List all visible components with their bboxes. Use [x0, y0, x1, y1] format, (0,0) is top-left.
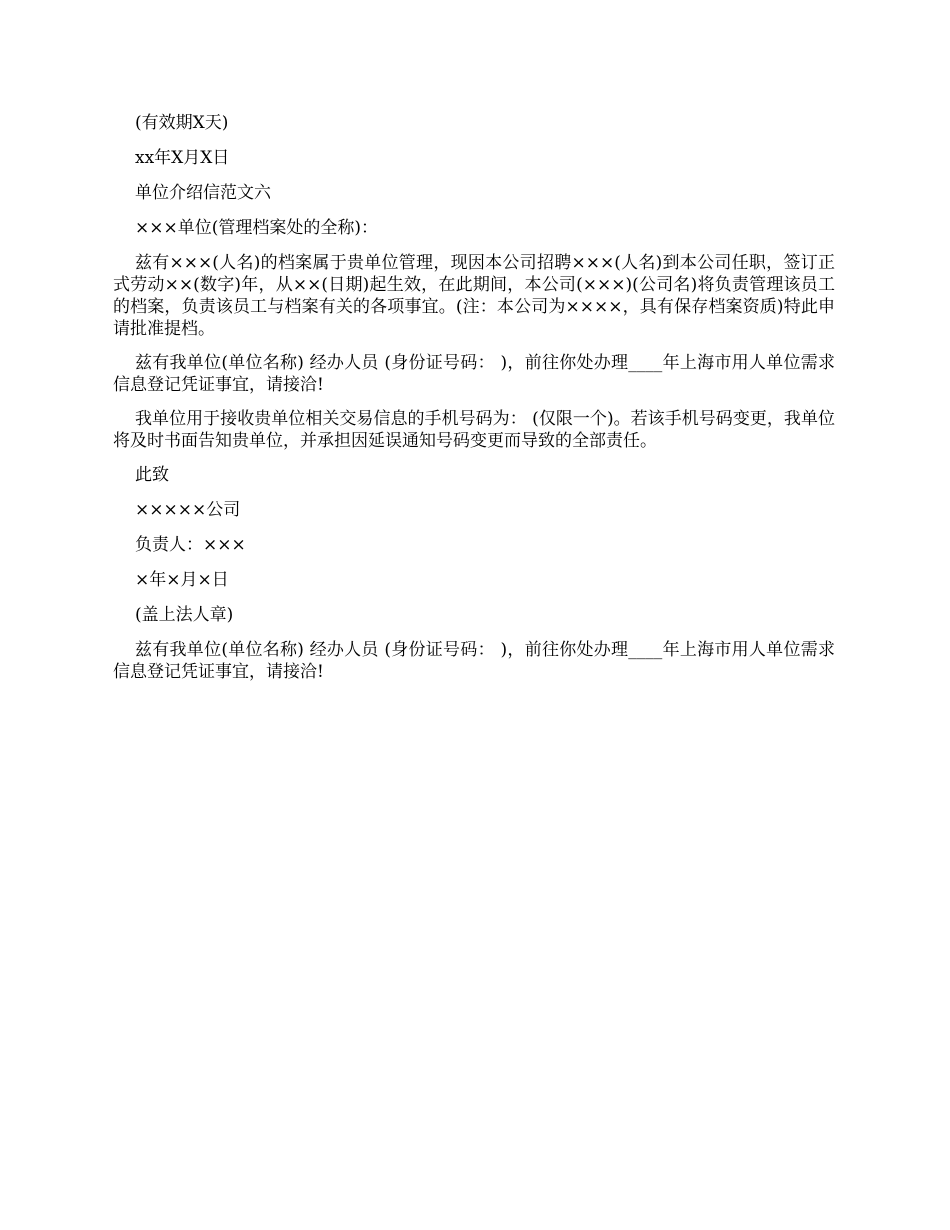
validity-note: (有效期X天)	[135, 113, 229, 133]
section-title: 单位介绍信范文六	[135, 183, 271, 203]
body-paragraph-phone: 我单位用于接收贵单位相关交易信息的手机号码为： (仅限一个)。若该手机号码变更，我单位将及时书面告知贵单位，并承担因延误通知号码变更而导致的全部责任。	[113, 409, 835, 451]
body-paragraph-registration: 兹有我单位(单位名称) 经办人员 (身份证号码： )，前往你处办理____年上海市用人单位需求信息登记凭证事宜，请接洽!	[113, 353, 835, 395]
responsible-person: 负责人：×××	[135, 535, 246, 555]
document-body	[113, 112, 835, 695]
body-paragraph-registration-repeat: 兹有我单位(单位名称) 经办人员 (身份证号码： )，前往你处办理____年上海市用人单位需求信息登记凭证事宜，请接洽!	[113, 640, 835, 682]
signature-date: ×年×月×日	[135, 570, 229, 590]
date-line: xx年X月X日	[135, 148, 230, 168]
closing-phrase: 此致	[135, 465, 169, 485]
seal-note: (盖上法人章)	[135, 605, 234, 625]
salutation: ×××单位(管理档案处的全称)：	[135, 218, 378, 238]
body-paragraph-archive: 兹有×××(人名)的档案属于贵单位管理，现因本公司招聘×××(人名)到本公司任职，签订正式劳动××(数字)年，从××(日期)起生效，在此期间，本公司(×××)(公司名)将负责管理该员工的档案，负责该员工与档案有关的各项事宜。(注：本公司为××××，具有保存档案资质)特此申请批准提档。	[113, 253, 835, 339]
company-name: ×××××公司	[135, 500, 241, 520]
